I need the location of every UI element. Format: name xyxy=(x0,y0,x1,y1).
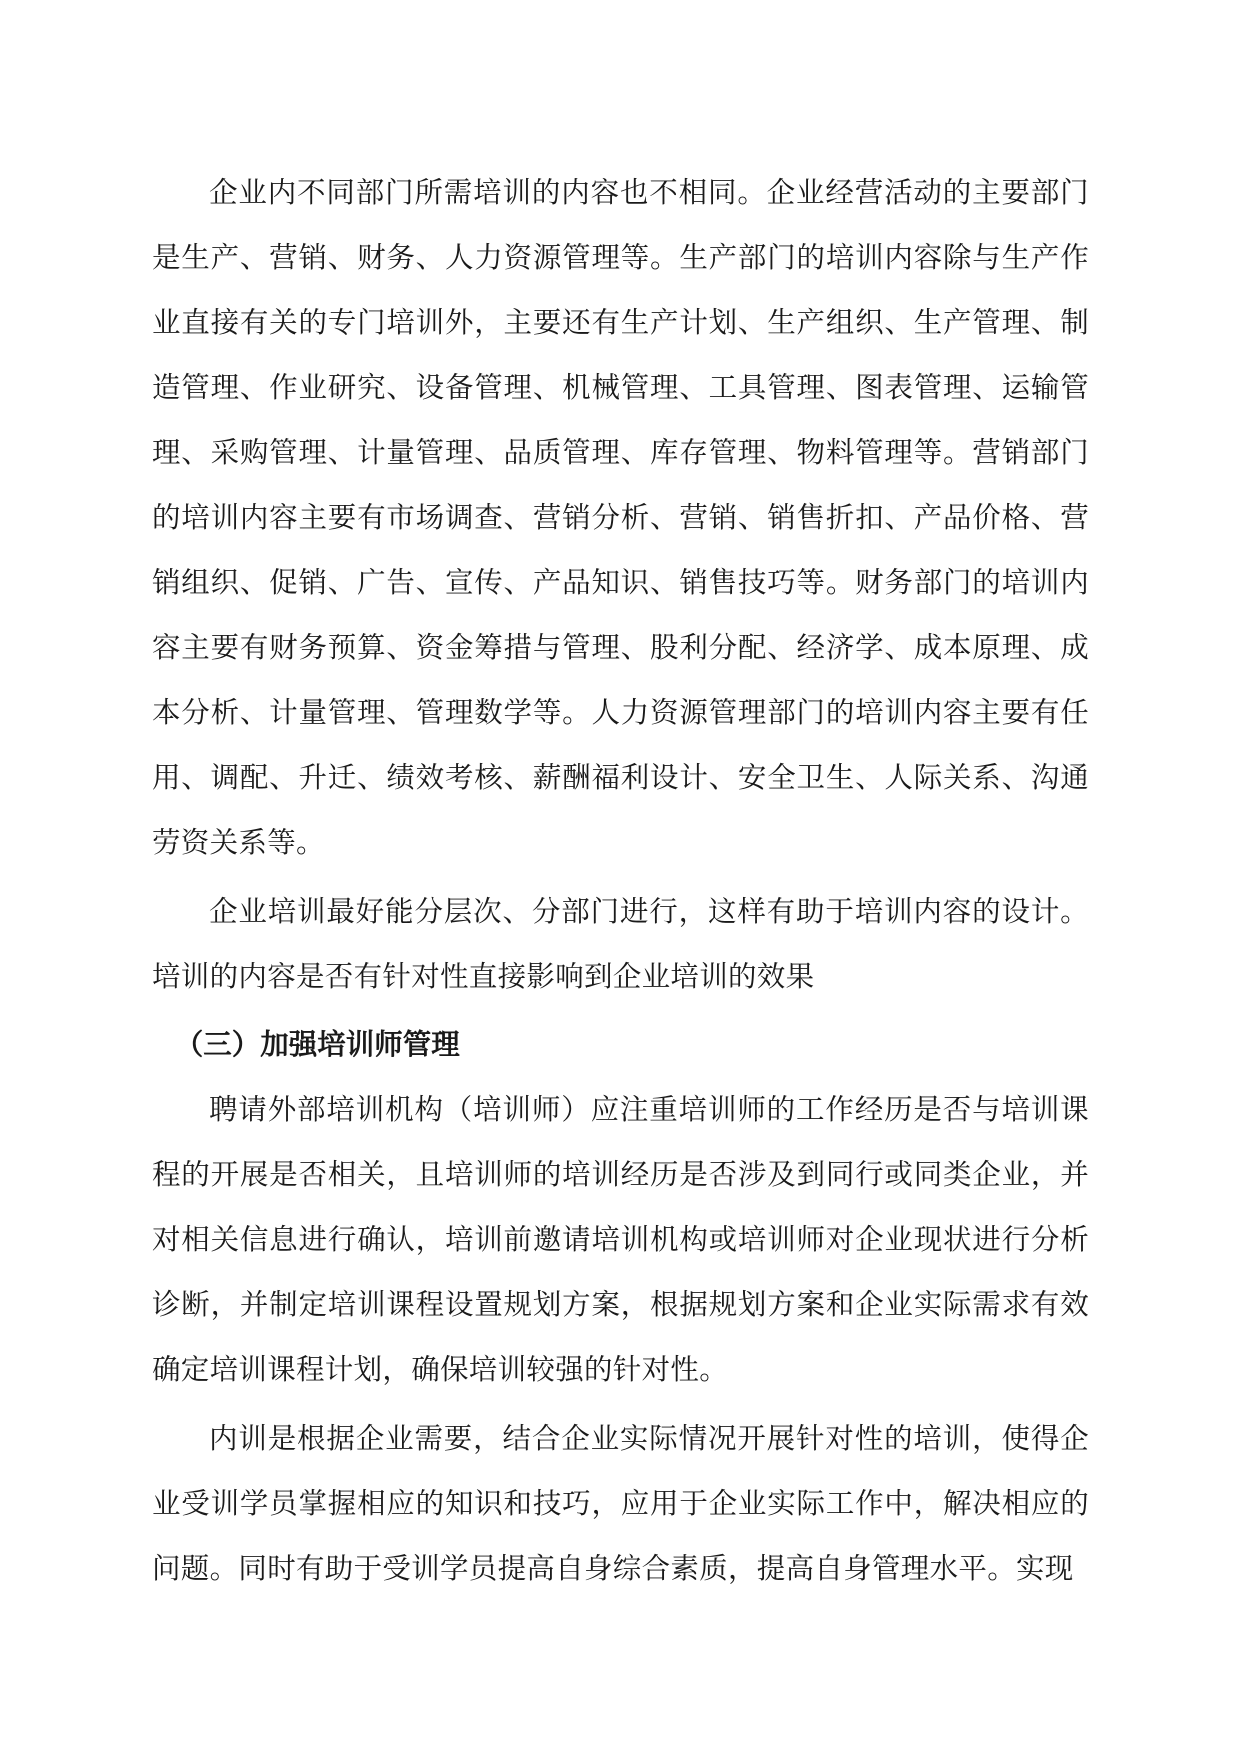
paragraph-internal-training: 内训是根据企业需要，结合企业实际情况开展针对性的培训，使得企业受训学员掌握相应的知识和技巧，应用于企业实际工作中，解决相应的问题。同时有助于受训学员提高自身综合素质，提高自身管理水平。实现 xyxy=(152,1422,1089,1585)
paragraph-external-trainers: 聘请外部培训机构（培训师）应注重培训师的工作经历是否与培训课程的开展是否相关，且培训师的培训经历是否涉及到同行或同类企业，并对相关信息进行确认，培训前邀请培训机构或培训师对企业现状进行分析诊断，并制定培训课程设置规划方案，根据规划方案和企业实际需求有效确定培训课程计划，确保培训较强的针对性。 xyxy=(152,1093,1089,1386)
paragraph-layered-training: 企业培训最好能分层次、分部门进行，这样有助于培训内容的设计。培训的内容是否有针对性直接影响到企业培训的效果 xyxy=(152,895,1089,993)
paragraph-department-training: 企业内不同部门所需培训的内容也不相同。企业经营活动的主要部门是生产、营销、财务、人力资源管理等。生产部门的培训内容除与生产作业直接有关的专门培训外，主要还有生产计划、生产组织、生产管理、制造管理、作业研究、设备管理、机械管理、工具管理、图表管理、运输管理、采购管理、计量管理、品质管理、库存管理、物料管理等。营销部门的培训内容主要有市场调查、营销分析、营销、销售折扣、产品价格、营销组织、促销、广告、宣传、产品知识、销售技巧等。财务部门的培训内容主要有财务预算、资金筹措与管理、股利分配、经济学、成本原理、成本分析、计量管理、管理数学等。人力资源管理部门的培训内容主要有任用、调配、升迁、绩效考核、薪酬福利设计、安全卫生、人际关系、沟通劳资关系等。 xyxy=(152,176,1089,859)
document-page xyxy=(152,160,1089,1605)
section-heading: （三）加强培训师管理 xyxy=(174,1028,460,1061)
